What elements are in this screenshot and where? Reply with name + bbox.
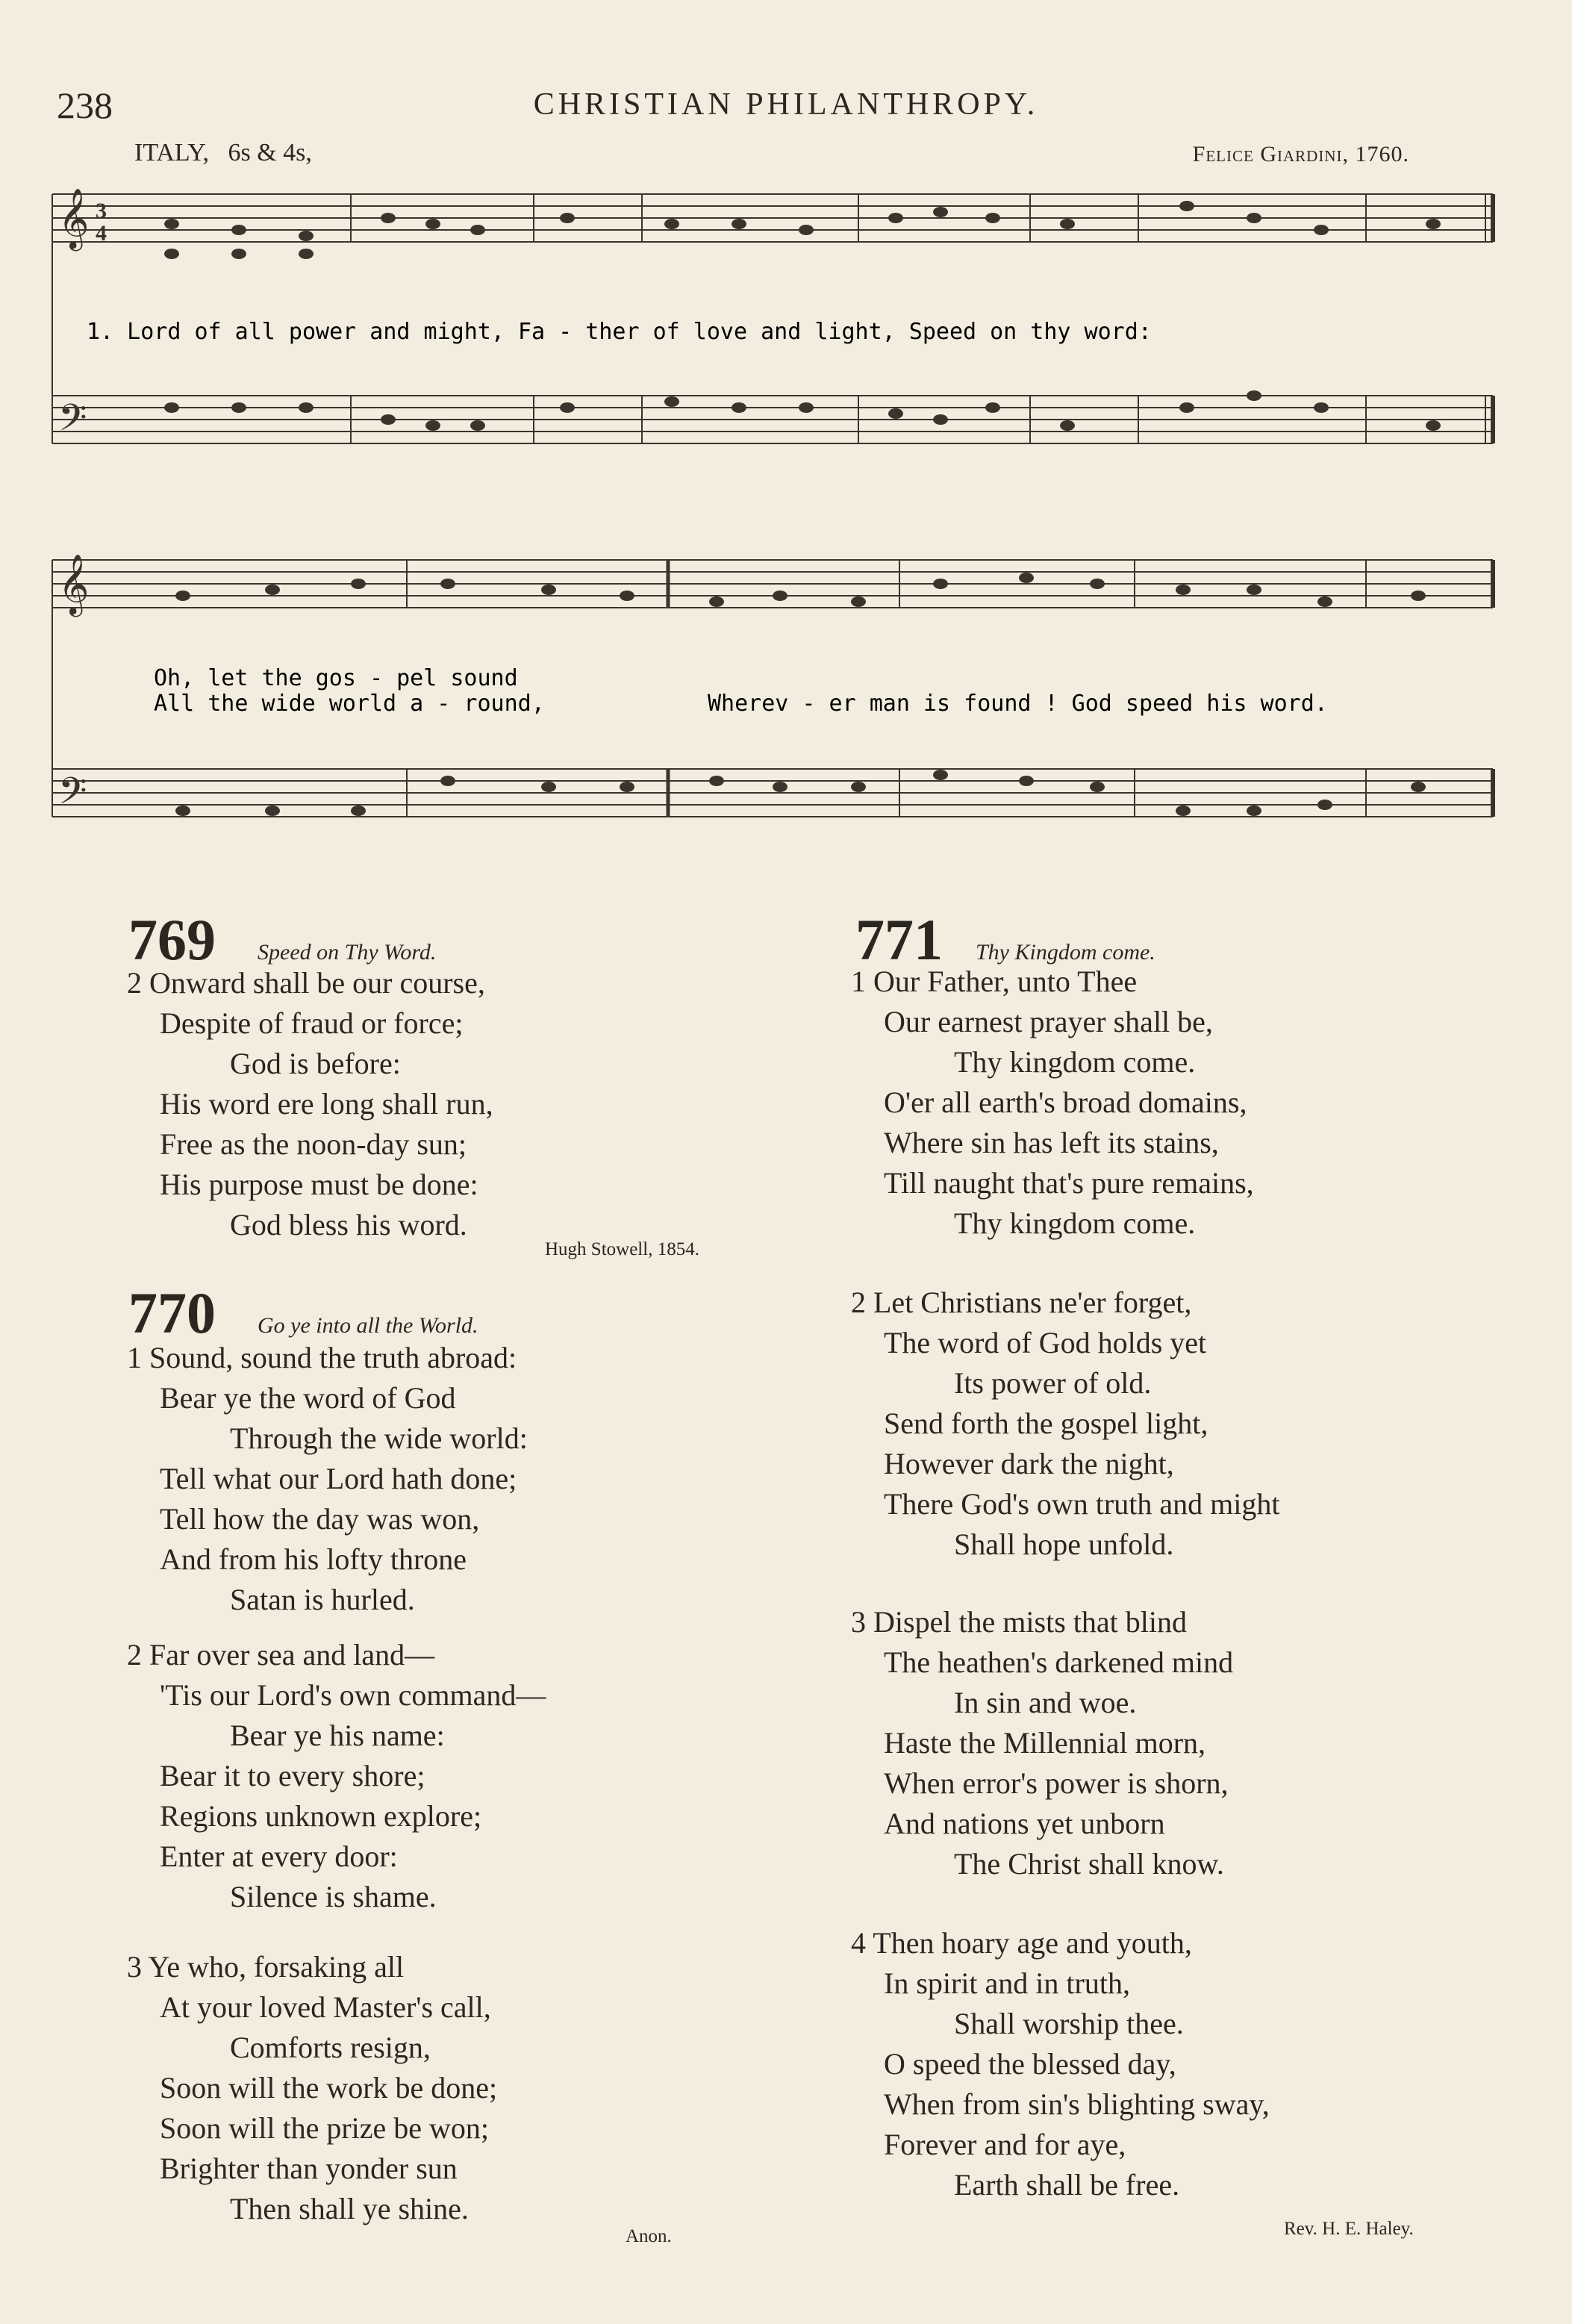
verse-line: When error's power is shorn, [884,1766,1229,1800]
verse-line: God bless his word. [230,1208,467,1242]
verse-line: Brighter than yonder sun [160,2152,458,2185]
hymn-770-stanza-2 [127,1635,546,1917]
verse-line: Bear ye the word of God [160,1381,456,1415]
treble-staff-2 [52,560,1493,608]
verse-line: Sound, sound the truth abroad: [149,1341,517,1374]
hymn-770-attribution: Anon. [626,2226,672,2246]
verse-line: The Christ shall know. [954,1847,1224,1881]
page-number: 238 [57,84,113,126]
verse-line: Earth shall be free. [954,2168,1180,2202]
tune-composer: Felice Giardini, 1760. [1192,142,1409,166]
hymn-771-stanza-3 [851,1602,1233,1884]
verse-line: Tell what our Lord hath done; [160,1462,517,1495]
hymn-770-stanza-1 [127,1338,528,1620]
bass-staff-1 [52,396,1493,443]
stanza-number: 1 [127,1341,142,1374]
verse-line: 'Tis our Lord's own command— [160,1678,546,1712]
verse-line: Soon will the work be done; [160,2071,498,2105]
verse-line: Our earnest prayer shall be, [884,1005,1213,1038]
verse-line: Through the wide world: [230,1421,528,1455]
verse-line: Silence is shame. [230,1880,437,1913]
verse-line: God is before: [230,1047,401,1080]
verse-line: Comforts resign, [230,2031,431,2064]
verse-line: O'er all earth's broad domains, [884,1085,1247,1119]
hymn-769-attribution: Hugh Stowell, 1854. [545,1239,699,1259]
running-head: CHRISTIAN PHILANTHROPY. [533,87,1039,122]
tune-meter: 6s & 4s, [228,139,312,166]
stanza-number: 4 [851,1926,866,1960]
hymn-769-header [128,907,437,972]
hymn-770-header [128,1280,478,1345]
verse-line: Where sin has left its stains, [884,1126,1219,1159]
verse-line: Thy kingdom come. [954,1206,1196,1240]
verse-line: His word ere long shall run, [160,1087,493,1121]
time-signature-bottom: 4 [96,221,107,246]
verse-line: Satan is hurled. [230,1583,415,1616]
verse-line: Bear ye his name: [230,1719,445,1752]
verse-line: However dark the night, [884,1447,1174,1480]
verse-line: Despite of fraud or force; [160,1006,464,1040]
hymn-770-stanza-3 [127,1947,497,2229]
music-system-2 [0,538,1572,859]
verse-line: Enter at every door: [160,1839,398,1873]
time-signature-top: 3 [96,199,107,223]
verse-line: Far over sea and land— [149,1638,435,1672]
verse-line: Shall hope unfold. [954,1527,1174,1561]
hymn-number: 769 [128,907,216,972]
hymn-title: Thy Kingdom come. [976,940,1155,965]
bass-clef-icon: 𝄢 [58,398,87,447]
stanza-number: 2 [127,966,142,1000]
verse-line: Bear it to every shore; [160,1759,425,1792]
tune-name [134,139,312,167]
hymn-title: Go ye into all the World. [258,1313,478,1338]
verse-line: Haste the Millennial morn, [884,1726,1206,1760]
verse-line: Send forth the gospel light, [884,1406,1208,1440]
verse-line: Dispel the mists that blind [873,1605,1187,1639]
verse-line: And nations yet unborn [884,1807,1165,1840]
verse-line: Its power of old. [954,1366,1152,1400]
stanza-number: 2 [127,1638,142,1672]
verse-line: His purpose must be done: [160,1168,478,1201]
stanza-number: 3 [851,1605,866,1639]
verse-line: And from his lofty throne [160,1542,467,1576]
hymn-771-attribution: Rev. H. E. Haley. [1284,2219,1414,2239]
verse-line: In sin and woe. [954,1686,1137,1719]
verse-line: Till naught that's pure remains, [884,1166,1254,1200]
verse-line: When from sin's blighting sway, [884,2087,1270,2121]
music-system-1 [0,172,1572,485]
verse-line: There God's own truth and might [884,1487,1280,1521]
tune-title: ITALY, [134,139,209,166]
lyric-line-1: 1. Lord of all power and might, Fa - ther of love and light, Speed on thy word: [87,319,1152,345]
lyric-line-2c: Wherev - er man is found ! God speed his word. [708,691,1328,717]
verse-line: Ye who, forsaking all [148,1950,405,1984]
verse-line: Tell how the day was won, [160,1502,480,1536]
stanza-number: 3 [127,1950,142,1984]
verse-line: The heathen's darkened mind [884,1645,1234,1679]
verse-line: Shall worship thee. [954,2007,1184,2040]
treble-staff-1 [52,194,1493,242]
hymn-number: 771 [855,907,943,972]
verse-line: At your loved Master's call, [160,1990,491,2024]
verse-line: Soon will the prize be won; [160,2111,490,2145]
hymn-title: Speed on Thy Word. [258,940,437,965]
verse-line: In spirit and in truth, [884,1966,1130,2000]
lyric-line-2b: All the wide world a - round, [154,691,545,717]
verse-line: Then hoary age and youth, [873,1926,1192,1960]
stanza-number: 2 [851,1286,866,1319]
hymn-771-header [855,907,1155,972]
verse-line: Regions unknown explore; [160,1799,482,1833]
hymn-771-stanza-2 [851,1283,1279,1565]
hymn-769-stanza-2 [127,963,493,1245]
treble-clef-icon: 𝄞 [58,190,90,248]
hymn-771-stanza-1 [851,962,1254,1244]
verse-line: Our Father, unto Thee [873,965,1138,998]
verse-line: Forever and for aye, [884,2128,1126,2161]
bass-clef-icon-2: 𝄢 [58,771,87,820]
verse-line: Free as the noon-day sun; [160,1127,467,1161]
verse-line: Onward shall be our course, [149,966,485,1000]
verse-line: The word of God holds yet [884,1326,1207,1359]
verse-line: O speed the blessed day, [884,2047,1176,2081]
hymn-771-stanza-4 [851,1923,1270,2205]
verse-line: Let Christians ne'er forget, [873,1286,1192,1319]
treble-clef-icon-2: 𝄞 [58,556,90,614]
lyric-line-2a: Oh, let the gos - pel sound [154,665,518,691]
verse-line: Thy kingdom come. [954,1045,1196,1079]
hymn-number: 770 [128,1280,216,1345]
stanza-number: 1 [851,965,866,998]
verse-line: Then shall ye shine. [230,2192,469,2225]
